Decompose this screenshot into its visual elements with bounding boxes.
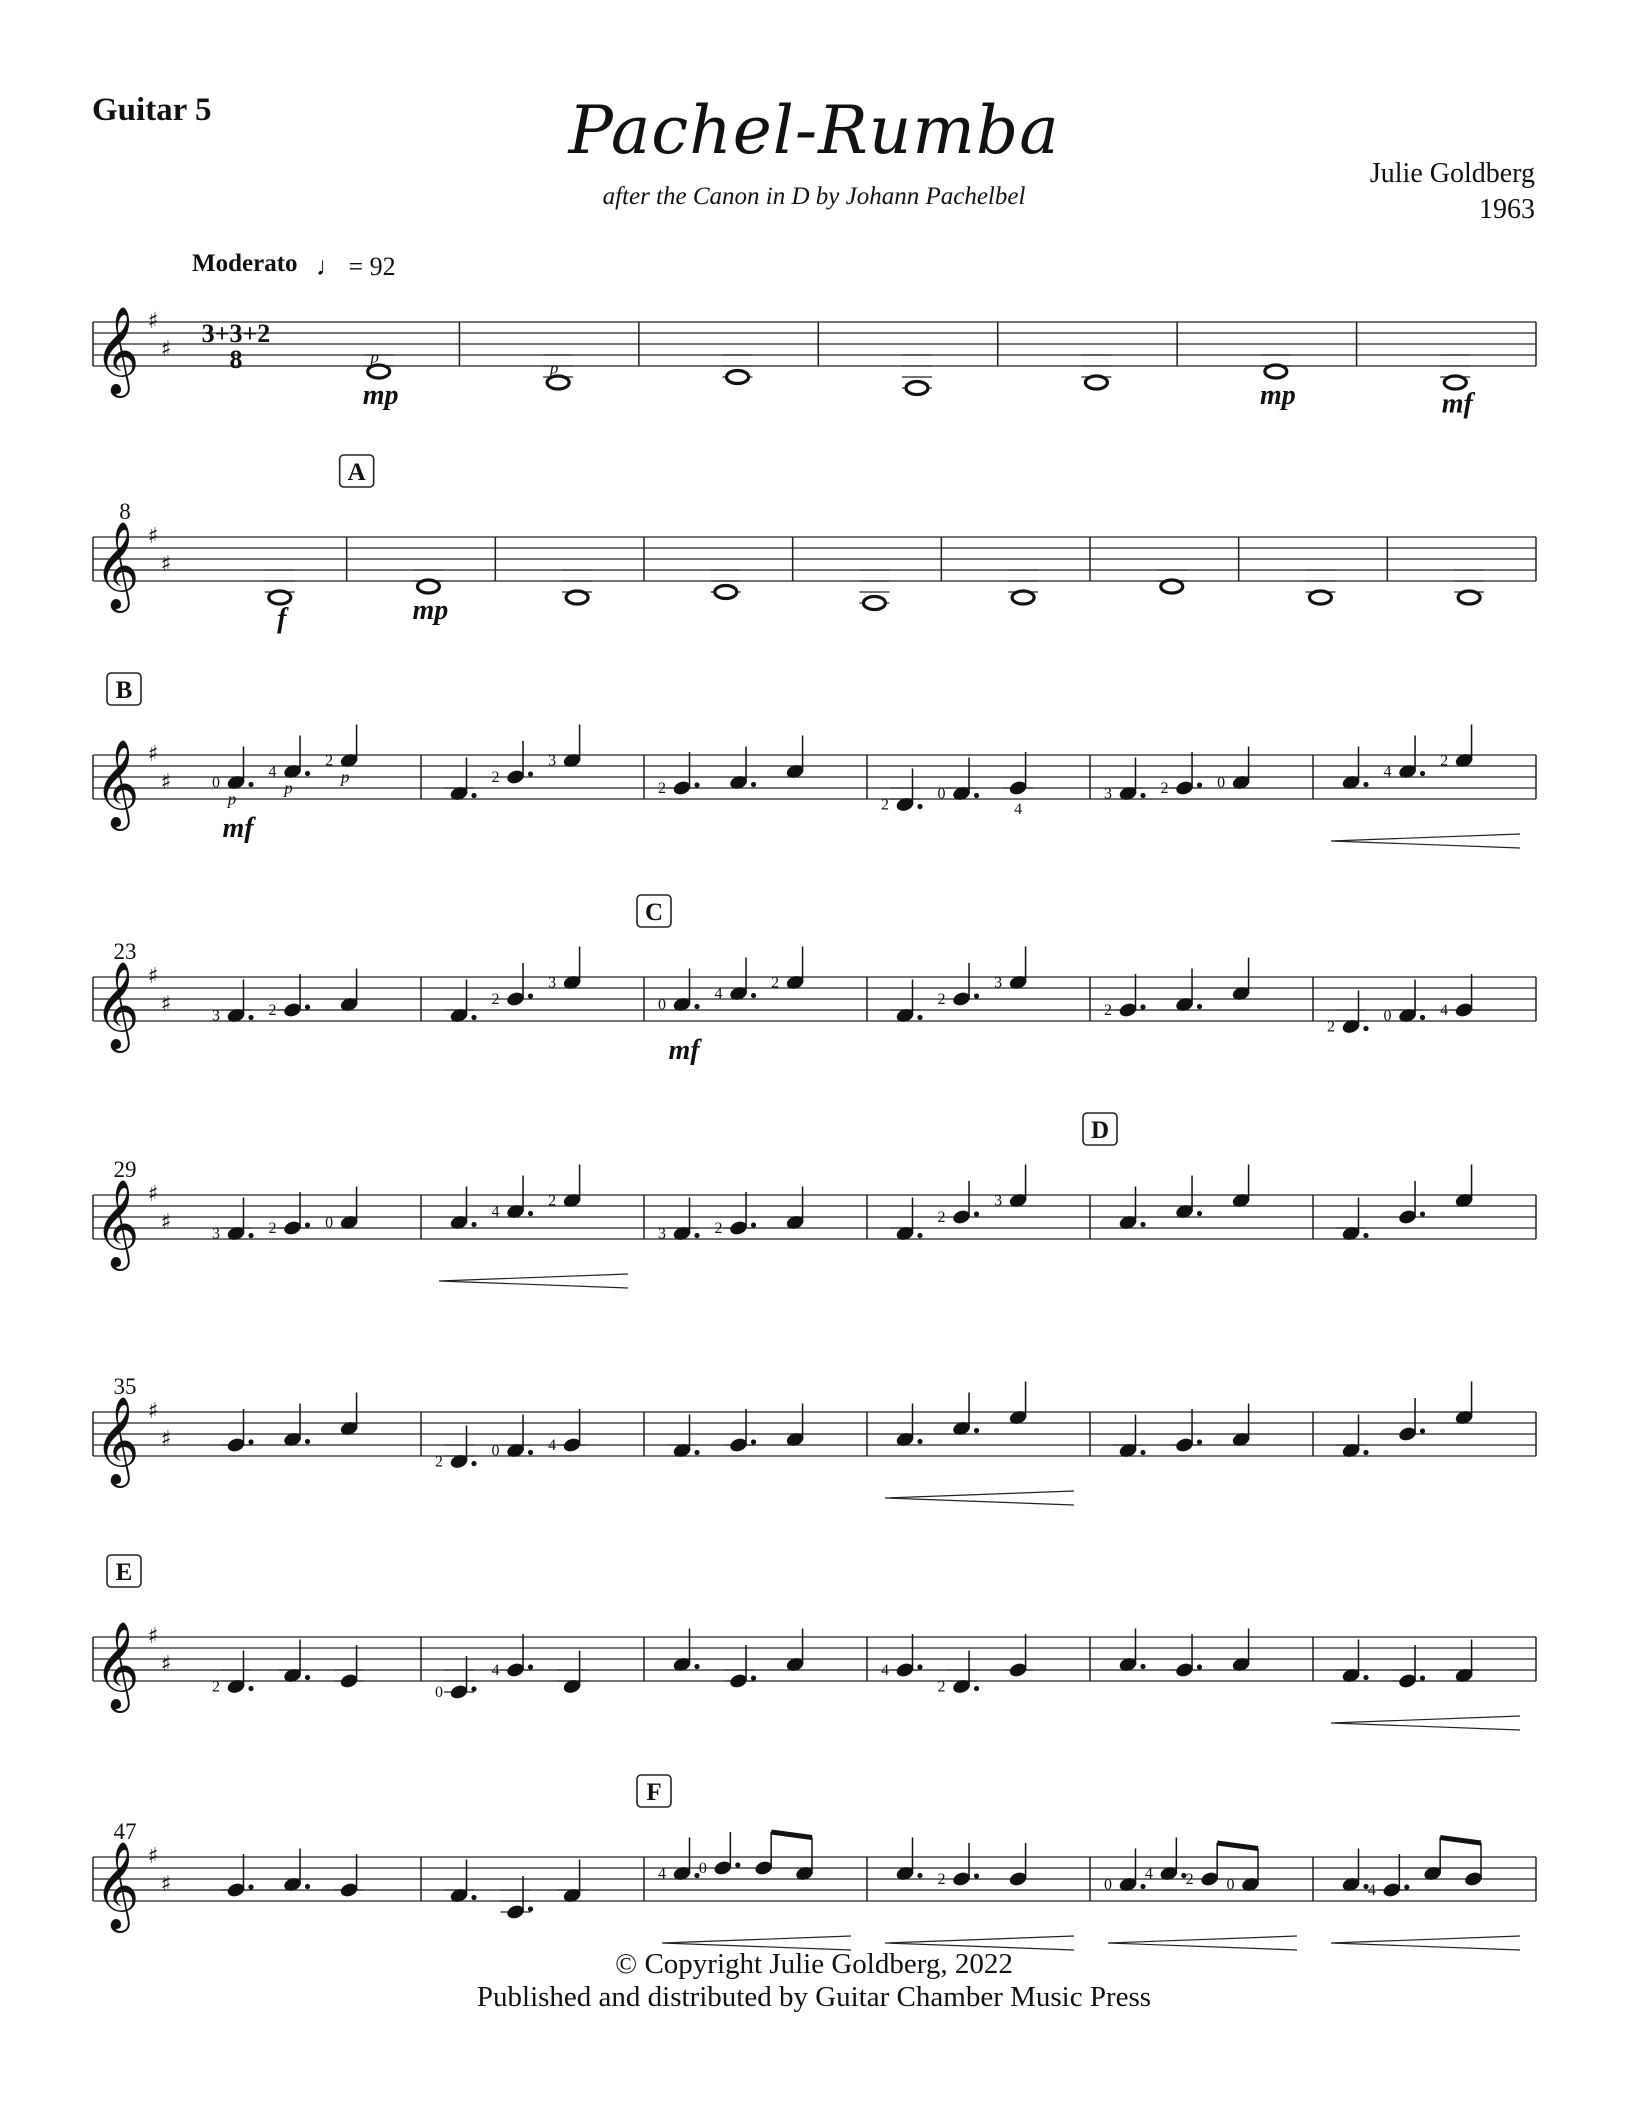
dot	[694, 1664, 699, 1669]
measure-number: 47	[113, 1819, 137, 1844]
fingering: 2	[937, 1871, 946, 1888]
dot	[1197, 1211, 1202, 1216]
treble-clef-icon: 𝄞	[94, 305, 140, 394]
crescendo-hairpin	[885, 1491, 1074, 1505]
small-dynamic: p	[284, 778, 293, 798]
dot	[751, 1675, 756, 1680]
dynamic-mark: mf	[668, 1035, 700, 1066]
dot	[974, 993, 979, 998]
whole-note	[566, 591, 588, 604]
small-dynamic: p	[549, 358, 559, 378]
fingering: 0	[1104, 1876, 1112, 1894]
fingering: 2	[1104, 1002, 1112, 1019]
whole-note	[269, 591, 291, 604]
key-sharp-f: ♯	[147, 524, 159, 549]
staff-system	[93, 895, 1536, 1035]
dot	[248, 1015, 253, 1020]
dot	[1363, 1026, 1368, 1031]
dynamic-mark: f	[277, 603, 287, 635]
dot	[528, 1664, 533, 1669]
fingering: 2	[1185, 1871, 1194, 1888]
crescendo-hairpin	[1331, 1716, 1520, 1730]
fingering: 3	[548, 974, 557, 992]
fingering: 4	[658, 1865, 666, 1883]
dot	[305, 1439, 310, 1444]
treble-clef-icon: 𝄞	[94, 1178, 140, 1267]
dot	[528, 993, 533, 998]
measure-number: 8	[119, 499, 131, 524]
fingering: 0	[212, 774, 220, 792]
piece-subtitle: after the Canon in D by Johann Pachelbel	[602, 183, 1026, 210]
fingering: 4	[268, 763, 277, 781]
fingering: 2	[937, 1678, 946, 1696]
dot	[917, 1664, 922, 1669]
fingering: 4	[1440, 1002, 1449, 1019]
fingering: 2	[491, 991, 500, 1008]
dot	[471, 793, 476, 798]
dot	[471, 1686, 476, 1691]
whole-note	[727, 371, 749, 384]
dot	[974, 1211, 979, 1216]
dot	[751, 993, 756, 998]
eighth-beam	[771, 1832, 812, 1838]
rehearsal-mark: C	[644, 899, 664, 926]
dot	[471, 1015, 476, 1020]
rehearsal-mark: B	[115, 677, 133, 704]
whole-note	[1161, 580, 1183, 593]
whole-note	[1444, 376, 1466, 389]
fingering: 2	[212, 1678, 220, 1696]
fingering: 2	[714, 1220, 723, 1237]
dot	[305, 1222, 310, 1227]
key-sharp-f: ♯	[147, 964, 159, 989]
dot	[694, 1450, 699, 1455]
dynamic-mark: mp	[412, 595, 449, 626]
crescendo-hairpin	[439, 1274, 628, 1288]
fingering: 4	[881, 1662, 889, 1679]
treble-clef-icon: 𝄞	[94, 520, 140, 609]
treble-clef-icon: 𝄞	[94, 1620, 140, 1709]
dot	[1363, 1233, 1368, 1238]
dot	[1420, 1211, 1425, 1216]
metronome-mark: ♩ = 92	[316, 252, 396, 281]
staff-system	[93, 1775, 1536, 1950]
dot	[305, 1675, 310, 1680]
fingering: 3	[994, 974, 1003, 992]
rehearsal-mark: A	[347, 459, 366, 486]
dot	[751, 1222, 756, 1227]
key-sharp-f: ♯	[147, 1844, 159, 1869]
composer-name: Julie Goldberg	[1369, 158, 1535, 189]
measure-number: 23	[113, 939, 137, 964]
dot	[528, 771, 533, 776]
key-sharp-c: ♯	[160, 1427, 172, 1452]
dot	[751, 1439, 756, 1444]
dot	[248, 1884, 253, 1889]
dot	[1420, 1675, 1425, 1680]
fingering: 3	[658, 1225, 666, 1243]
dot	[694, 1004, 699, 1009]
dot	[528, 1450, 533, 1455]
dynamic-mark: mp	[1259, 380, 1296, 411]
dot	[1140, 1884, 1145, 1889]
staff-system	[93, 673, 1536, 848]
dot	[1197, 782, 1202, 787]
fingering: 2	[435, 1453, 443, 1471]
treble-clef-icon: 𝄞	[94, 960, 140, 1049]
small-dynamic: p	[370, 347, 379, 367]
dot	[917, 804, 922, 809]
fingering: 2	[268, 1220, 277, 1237]
whole-note	[1265, 365, 1287, 378]
fingering: 2	[881, 796, 889, 814]
fingering: 2	[1440, 752, 1449, 770]
fingering: 0	[937, 785, 946, 803]
dot	[1420, 771, 1425, 776]
dot	[528, 1906, 533, 1911]
dot	[471, 1895, 476, 1900]
dot	[694, 1233, 699, 1238]
dot	[735, 1862, 740, 1867]
eighth-beam	[1440, 1838, 1481, 1844]
key-sharp-c: ♯	[160, 992, 172, 1017]
dot	[305, 1884, 310, 1889]
dot	[974, 1873, 979, 1878]
rehearsal-mark: F	[646, 1779, 662, 1806]
dot	[917, 1439, 922, 1444]
small-dynamic: p	[340, 767, 350, 787]
key-sharp-c: ♯	[160, 552, 172, 577]
fingering: 2	[1327, 1018, 1335, 1036]
time-signature-top: 3+3+2	[201, 319, 271, 348]
dot	[751, 782, 756, 787]
fingering: 0	[698, 1860, 707, 1877]
whole-note	[417, 580, 439, 593]
dot	[974, 1686, 979, 1691]
dynamic-mark: mf	[222, 813, 254, 844]
fingering: 2	[937, 1209, 946, 1226]
fingering: 0	[1226, 1876, 1235, 1894]
treble-clef-icon: 𝄞	[94, 1395, 140, 1484]
staff-system	[93, 1382, 1536, 1506]
publisher-line: Published and distributed by Guitar Chamber Music Press	[476, 1981, 1152, 2013]
dot	[1197, 1439, 1202, 1444]
fingering: 2	[658, 780, 666, 797]
whole-note	[1012, 591, 1034, 604]
fingering: 4	[714, 985, 723, 1003]
fingering: 2	[268, 1002, 277, 1019]
fingering: 2	[548, 1192, 557, 1210]
dot	[917, 1873, 922, 1878]
whole-note	[368, 365, 390, 378]
fingering: 0	[658, 996, 666, 1014]
dot	[305, 771, 310, 776]
dot	[1140, 793, 1145, 798]
staff-system	[93, 1555, 1536, 1730]
fingering: 0	[325, 1214, 334, 1232]
key-sharp-f: ♯	[147, 1182, 159, 1207]
whole-note	[547, 376, 569, 389]
dynamic-mark: mf	[1441, 388, 1473, 420]
dot	[1140, 1664, 1145, 1669]
whole-note	[1309, 591, 1331, 604]
dot	[917, 1015, 922, 1020]
fingering: 4	[548, 1437, 557, 1454]
rehearsal-mark: E	[115, 1559, 133, 1586]
fingering: 4	[1367, 1882, 1376, 1899]
dot	[248, 782, 253, 787]
treble-clef-icon: 𝄞	[94, 1840, 140, 1929]
measure-number: 29	[113, 1157, 137, 1182]
eighth-beam	[1217, 1843, 1258, 1849]
whole-note	[906, 382, 928, 395]
part-name: Guitar 5	[92, 92, 212, 128]
fingering: 4	[491, 1662, 500, 1679]
dot	[471, 1222, 476, 1227]
staff-system	[93, 322, 1536, 395]
fingering: 2	[937, 991, 946, 1008]
whole-note	[863, 597, 885, 610]
key-sharp-c: ♯	[160, 1652, 172, 1677]
fingering: 0	[491, 1442, 500, 1460]
dot	[917, 1233, 922, 1238]
key-sharp-f: ♯	[147, 1624, 159, 1649]
key-sharp-c: ♯	[160, 1210, 172, 1235]
dot	[1420, 1015, 1425, 1020]
dot	[974, 1428, 979, 1433]
whole-note	[1458, 591, 1480, 604]
fingering: 3	[548, 752, 557, 770]
fingering: 2	[771, 974, 780, 992]
key-sharp-f: ♯	[147, 742, 159, 767]
treble-clef-icon: 𝄞	[94, 738, 140, 827]
dot	[1140, 1450, 1145, 1455]
tempo-marking: Moderato	[192, 250, 298, 277]
key-sharp-f: ♯	[147, 1399, 159, 1424]
copyright-line: © Copyright Julie Goldberg, 2022	[615, 1948, 1013, 1980]
fingering: 4	[1383, 763, 1392, 781]
fingering: 3	[1104, 785, 1112, 803]
rehearsal-mark: D	[1090, 1117, 1110, 1144]
key-sharp-f: ♯	[147, 309, 159, 334]
fingering: 4	[491, 1203, 500, 1221]
fingering: 2	[325, 752, 334, 770]
piece-title: Pachel-Rumba	[568, 92, 1060, 169]
dot	[305, 1004, 310, 1009]
measure-number: 35	[113, 1374, 137, 1399]
fingering: 2	[491, 769, 500, 786]
crescendo-hairpin	[1331, 834, 1520, 848]
fingering: 0	[1217, 774, 1226, 792]
dot	[1404, 1884, 1409, 1889]
key-sharp-c: ♯	[160, 1872, 172, 1897]
fingering: 0	[1383, 1007, 1392, 1025]
fingering: 4	[1144, 1865, 1153, 1883]
fingering: 4	[1014, 801, 1023, 818]
dot	[1363, 1675, 1368, 1680]
fingering: 2	[1160, 780, 1169, 797]
fingering: 3	[212, 1007, 220, 1025]
dot	[1140, 1004, 1145, 1009]
fingering: 3	[212, 1225, 220, 1243]
time-signature-bottom: 8	[229, 345, 243, 374]
dot	[471, 1461, 476, 1466]
footer	[0, 1948, 1628, 2014]
whole-note	[715, 586, 737, 599]
dot	[1363, 1450, 1368, 1455]
dot	[1140, 1222, 1145, 1227]
staff-system	[93, 455, 1536, 610]
fingering: 3	[994, 1192, 1003, 1210]
dot	[248, 1233, 253, 1238]
key-sharp-c: ♯	[160, 770, 172, 795]
dynamic-mark: mp	[362, 380, 399, 411]
small-dynamic: p	[227, 789, 237, 809]
dot	[1363, 782, 1368, 787]
key-sharp-c: ♯	[160, 337, 172, 362]
staff-system	[93, 1113, 1536, 1288]
dot	[248, 1686, 253, 1691]
dot	[1197, 1664, 1202, 1669]
whole-note	[1085, 376, 1107, 389]
dot	[1197, 1004, 1202, 1009]
dot	[694, 782, 699, 787]
dot	[528, 1211, 533, 1216]
dot	[248, 1439, 253, 1444]
fingering: 0	[435, 1684, 443, 1701]
composer-year: 1963	[1479, 194, 1535, 225]
dot	[1420, 1428, 1425, 1433]
dot	[974, 793, 979, 798]
